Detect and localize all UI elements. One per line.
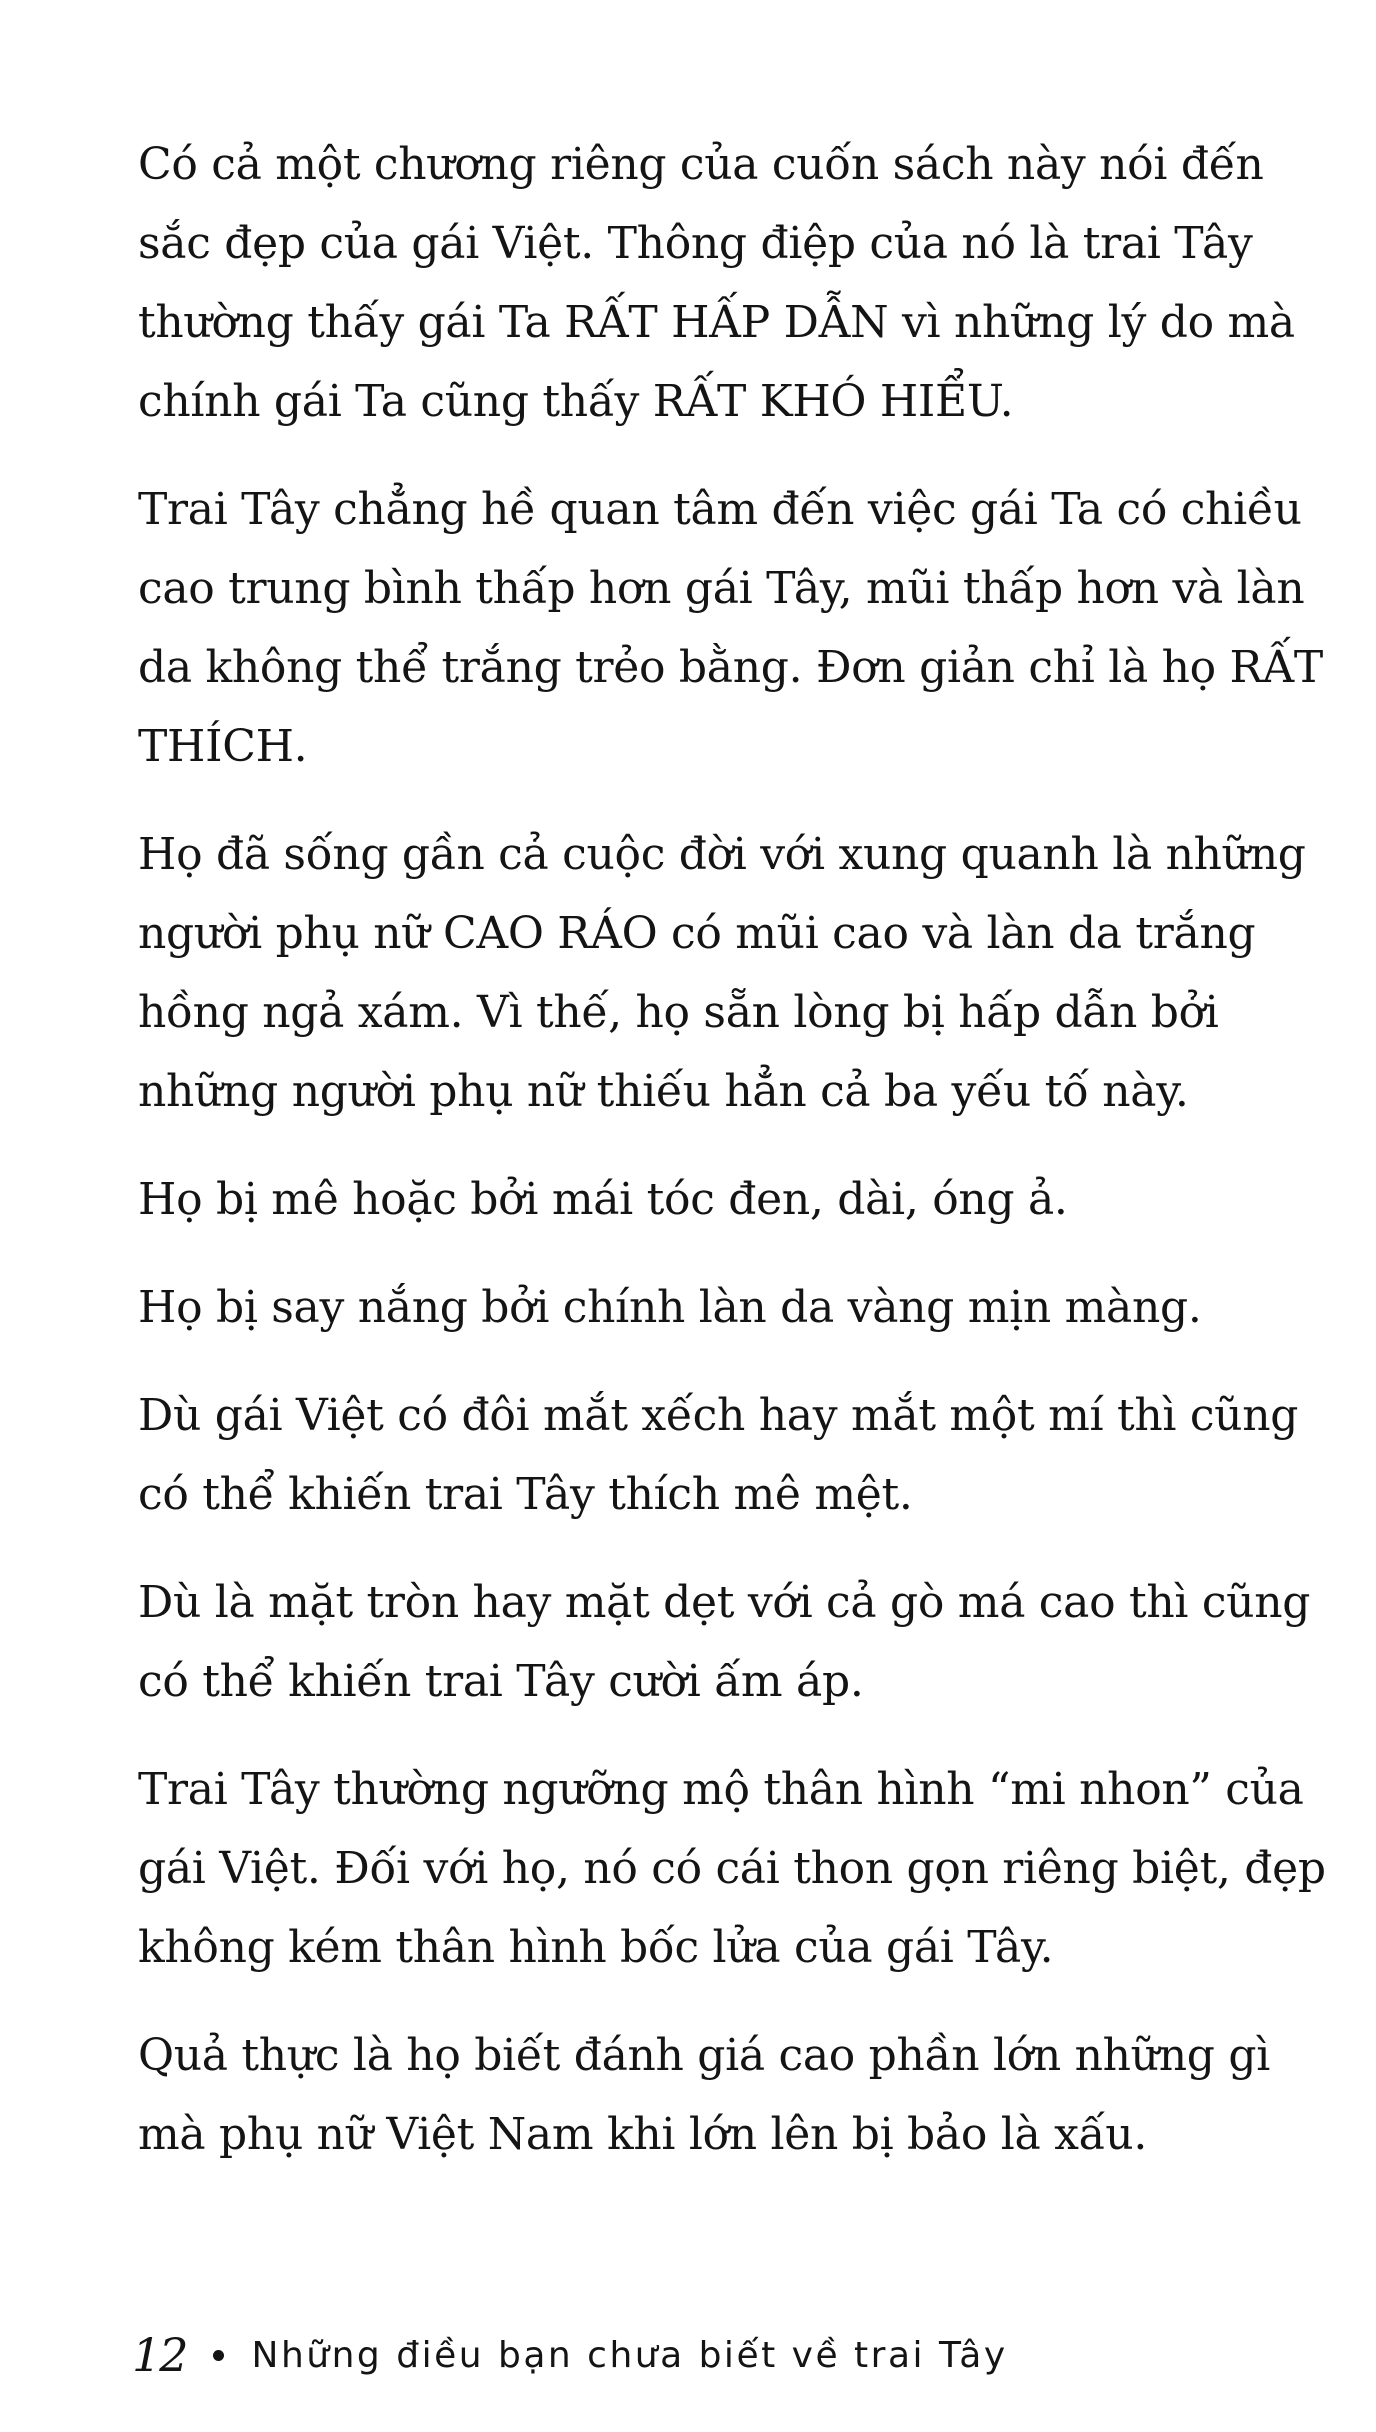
running-title: Những điều bạn chưa biết về trai Tây [251,2334,1008,2376]
text-line: Họ đã sống gần cả cuộc đời với xung quanh là những [138,829,1306,880]
text-line: Dù gái Việt có đôi mắt xếch hay mắt một mí thì cũng [138,1390,1299,1441]
text-line: Trai Tây thường ngưỡng mộ thân hình “mi nhon” của [138,1764,1304,1815]
text-line: có thể khiến trai Tây cười ấm áp. [138,1656,864,1707]
text-line: mà phụ nữ Việt Nam khi lớn lên bị bảo là xấu. [138,2109,1148,2160]
text-line: thường thấy gái Ta RẤT HẤP DẪN vì những lý do mà [138,297,1295,348]
text-line: chính gái Ta cũng thấy RẤT KHÓ HIỂU. [138,376,1014,427]
text-line: Họ bị mê hoặc bởi mái tóc đen, dài, óng ả. [138,1174,1068,1225]
text-line: hồng ngả xám. Vì thế, họ sẵn lòng bị hấp dẫn bởi [138,987,1219,1038]
text-line: Có cả một chương riêng của cuốn sách này nói đến [138,139,1264,190]
text-line: Trai Tây chẳng hề quan tâm đến việc gái Ta có chiều [138,484,1302,535]
paragraph [138,1750,1343,1987]
paragraph [138,1563,1343,1721]
text-line: Họ bị say nắng bởi chính làn da vàng mịn màng. [138,1282,1202,1333]
text-line: Dù là mặt tròn hay mặt dẹt với cả gò má cao thì cũng [138,1577,1311,1628]
text-line: gái Việt. Đối với họ, nó có cái thon gọn riêng biệt, đẹp [138,1843,1326,1894]
paragraph [138,1268,1343,1347]
paragraph [138,815,1343,1131]
bullet-separator-icon [213,2350,224,2361]
text-line: những người phụ nữ thiếu hẳn cả ba yếu tố này. [138,1066,1189,1117]
paragraph [138,1160,1343,1239]
paragraph [138,470,1343,786]
text-line: cao trung bình thấp hơn gái Tây, mũi thấp hơn và làn [138,563,1305,614]
page-body-text [138,125,1343,2203]
text-line: không kém thân hình bốc lửa của gái Tây. [138,1922,1054,1973]
paragraph [138,1376,1343,1534]
text-line: THÍCH. [138,721,308,772]
paragraph [138,2016,1343,2174]
page-footer [132,2328,1008,2382]
text-line: người phụ nữ CAO RÁO có mũi cao và làn da trắng [138,908,1256,959]
page-number: 12 [132,2328,187,2382]
text-line: da không thể trắng trẻo bằng. Đơn giản chỉ là họ RẤT [138,642,1323,693]
paragraph [138,125,1343,441]
text-line: có thể khiến trai Tây thích mê mệt. [138,1469,913,1520]
text-line: sắc đẹp của gái Việt. Thông điệp của nó là trai Tây [138,218,1253,269]
text-line: Quả thực là họ biết đánh giá cao phần lớn những gì [138,2030,1270,2081]
